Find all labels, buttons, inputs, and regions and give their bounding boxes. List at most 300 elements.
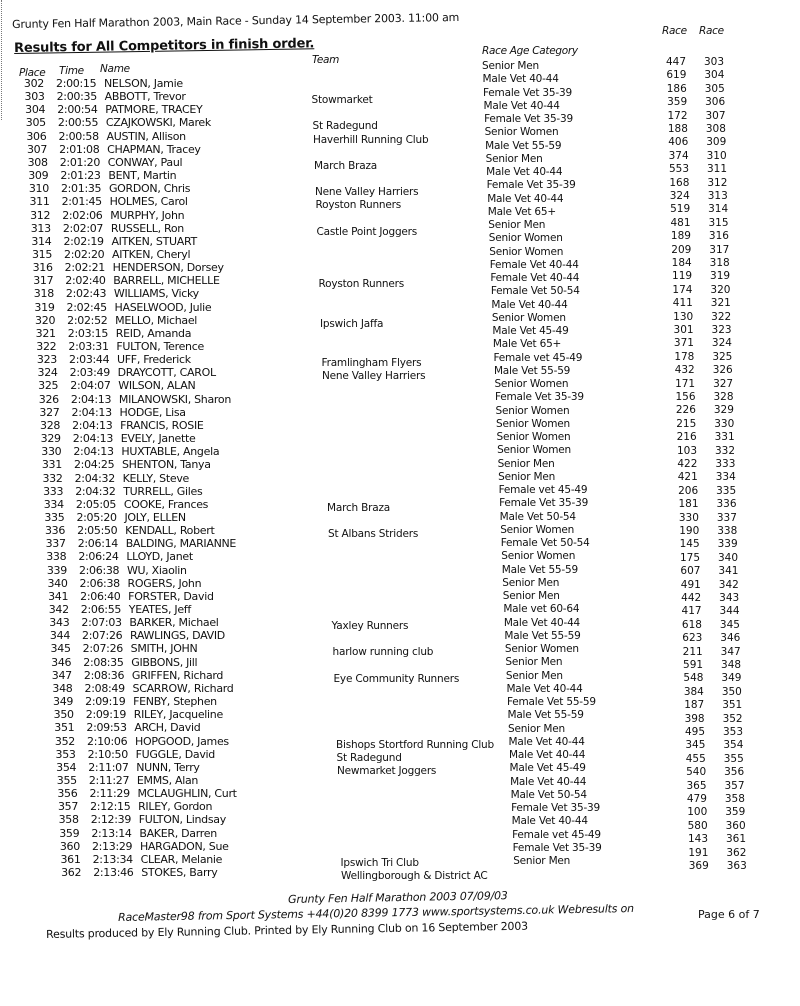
category-cell: Male Vet 55-59 bbox=[507, 709, 584, 722]
place-cell: 315 bbox=[31, 247, 53, 261]
place-cell: 322 bbox=[36, 340, 57, 353]
race-number-cell: 190 bbox=[679, 525, 700, 537]
race-position-cell: 362 bbox=[726, 846, 747, 859]
race-position-cell: 318 bbox=[709, 257, 730, 269]
name-cell: FUGGLE, David bbox=[135, 747, 215, 761]
place-cell: 332 bbox=[42, 471, 63, 485]
race-number-cell: 206 bbox=[678, 484, 699, 497]
category-cell: Senior Women bbox=[489, 245, 564, 258]
race-number-cell: 591 bbox=[683, 659, 704, 671]
race-position-cell: 357 bbox=[724, 779, 745, 792]
name-cell: KENDALL, Robert bbox=[125, 524, 215, 538]
race-number-cell: 143 bbox=[687, 833, 709, 846]
name-cell: BARKER, Michael bbox=[129, 616, 219, 630]
place-cell: 340 bbox=[47, 576, 68, 590]
time-cell: 2:11:27 bbox=[88, 773, 130, 787]
race-position-cell: 338 bbox=[717, 525, 738, 537]
time-cell: 2:02:06 bbox=[62, 208, 103, 222]
name-cell: AUSTIN, Allison bbox=[106, 129, 186, 143]
time-cell: 2:06:14 bbox=[77, 537, 118, 551]
name-cell: COOKE, Frances bbox=[123, 497, 209, 511]
race-position-cell: 344 bbox=[719, 605, 740, 618]
category-cell: Female Vet 50-54 bbox=[490, 285, 580, 298]
race-position-cell: 331 bbox=[714, 431, 735, 444]
race-number-cell: 119 bbox=[672, 270, 693, 283]
race-number-cell: 479 bbox=[686, 793, 707, 805]
name-cell: HENDERSON, Dorsey bbox=[112, 261, 224, 275]
race-number-cell: 191 bbox=[688, 846, 709, 859]
time-cell: 2:05:05 bbox=[75, 497, 117, 511]
name-cell: FRANCIS, ROSIE bbox=[120, 418, 204, 432]
time-cell: 2:02:19 bbox=[63, 234, 104, 248]
place-cell: 312 bbox=[30, 208, 51, 222]
race-number-cell: 384 bbox=[683, 685, 704, 698]
name-cell: RUSSELL, Ron bbox=[110, 221, 184, 235]
race-position-cell: 349 bbox=[721, 672, 742, 685]
race-number-cell: 301 bbox=[673, 324, 694, 336]
team-cell: Bishops Stortford Running Club bbox=[336, 738, 494, 751]
name-cell: FULTON, Lindsay bbox=[138, 813, 226, 827]
place-cell: 355 bbox=[56, 773, 77, 787]
category-cell: Male Vet 50-54 bbox=[510, 788, 587, 801]
category-cell: Male Vet 65+ bbox=[487, 205, 556, 218]
category-cell: Senior Men bbox=[508, 722, 565, 735]
place-cell: 331 bbox=[41, 458, 62, 472]
name-cell: BARRELL, MICHELLE bbox=[113, 274, 220, 288]
race-number-cell: 371 bbox=[673, 337, 694, 350]
place-cell: 307 bbox=[26, 142, 48, 156]
place-cell: 341 bbox=[48, 589, 69, 603]
category-cell: Senior Women bbox=[495, 404, 570, 417]
category-cell: Senior Men bbox=[505, 656, 563, 669]
race-number-cell: 172 bbox=[667, 109, 688, 122]
time-cell: 2:08:49 bbox=[84, 681, 125, 695]
race-position-cell: 321 bbox=[710, 297, 731, 310]
race-position-cell: 342 bbox=[718, 578, 739, 591]
name-cell: UFF, Frederick bbox=[117, 353, 191, 367]
time-cell: 2:09:53 bbox=[86, 721, 127, 735]
race-number-cell: 171 bbox=[675, 377, 696, 390]
team-cell: Royston Runners bbox=[315, 199, 402, 212]
time-cell: 2:06:38 bbox=[79, 576, 120, 590]
race-number-cell: 100 bbox=[687, 806, 708, 819]
time-cell: 2:01:20 bbox=[59, 155, 101, 169]
race-number-cell: 186 bbox=[666, 82, 687, 95]
place-cell: 343 bbox=[49, 616, 70, 630]
race-number-cell: 324 bbox=[669, 190, 690, 202]
time-cell: 2:04:13 bbox=[70, 392, 112, 406]
race-number-cell: 417 bbox=[681, 605, 702, 618]
name-cell: BAKER, Darren bbox=[139, 826, 217, 840]
time-cell: 2:03:44 bbox=[69, 353, 110, 367]
race-number-cell: 619 bbox=[666, 69, 687, 82]
name-cell: NUNN, Terry bbox=[136, 760, 200, 774]
name-cell: STOKES, Barry bbox=[141, 866, 218, 879]
category-cell: Female Vet 40-44 bbox=[489, 258, 579, 271]
race-position-cell: 303 bbox=[703, 56, 724, 68]
place-cell: 321 bbox=[35, 326, 56, 340]
category-cell: Male Vet 40-44 bbox=[483, 99, 560, 112]
category-cell: Female Vet 50-54 bbox=[500, 537, 590, 549]
race-number-cell: 442 bbox=[681, 592, 702, 604]
time-cell: 2:04:13 bbox=[72, 432, 114, 446]
team-cell: harlow running club bbox=[332, 646, 434, 659]
time-cell: 2:08:35 bbox=[83, 655, 124, 669]
name-cell: NELSON, Jamie bbox=[104, 77, 183, 90]
time-cell: 2:13:46 bbox=[93, 866, 134, 879]
race-number-cell: 491 bbox=[680, 578, 701, 591]
column-header-place: Place bbox=[19, 67, 46, 79]
column-header-category: Race Age Category bbox=[482, 45, 578, 57]
time-cell: 2:06:40 bbox=[80, 589, 121, 603]
category-cell: Male Vet 45-49 bbox=[509, 762, 586, 775]
name-cell: PATMORE, TRACEY bbox=[105, 103, 203, 117]
race-number-cell: 103 bbox=[676, 444, 698, 457]
name-cell: MELLO, Michael bbox=[115, 313, 198, 327]
time-cell: 2:00:15 bbox=[56, 77, 97, 90]
team-cell: Eye Community Runners bbox=[333, 672, 460, 685]
category-cell: Male Vet 40-44 bbox=[508, 735, 585, 748]
name-cell: FENBY, Stephen bbox=[133, 695, 217, 709]
race-position-cell: 313 bbox=[707, 190, 728, 202]
race-position-cell: 337 bbox=[716, 511, 737, 524]
time-cell: 2:00:54 bbox=[57, 103, 98, 117]
time-cell: 2:09:19 bbox=[85, 695, 126, 709]
race-position-cell: 334 bbox=[715, 471, 736, 484]
place-cell: 328 bbox=[40, 418, 61, 432]
race-number-cell: 447 bbox=[665, 56, 686, 68]
name-cell: JOLY, ELLEN bbox=[124, 510, 186, 524]
category-cell: Male Vet 55-59 bbox=[504, 629, 581, 642]
place-cell: 327 bbox=[39, 405, 60, 419]
race-position-cell: 327 bbox=[713, 377, 734, 390]
race-number-cell: 215 bbox=[676, 417, 697, 430]
race-number-cell: 209 bbox=[671, 243, 692, 256]
name-cell: HARGADON, Sue bbox=[139, 839, 229, 853]
category-cell: Male Vet 40-44 bbox=[506, 682, 583, 695]
footer-race-line: Grunty Fen Half Marathon 2003 07/09/03 bbox=[288, 889, 508, 906]
team-cell: Yaxley Runners bbox=[331, 620, 409, 633]
race-position-cell: 314 bbox=[708, 203, 729, 216]
race-number-cell: 184 bbox=[671, 257, 692, 269]
name-cell: LLOYD, Janet bbox=[126, 550, 193, 564]
place-cell: 333 bbox=[43, 484, 64, 498]
category-cell: Female vet 45-49 bbox=[493, 351, 583, 364]
place-cell: 313 bbox=[30, 221, 51, 235]
category-cell: Male Vet 55-59 bbox=[485, 139, 562, 152]
race-number-cell: 178 bbox=[674, 350, 695, 363]
scan-edge-marks bbox=[1, 0, 4, 120]
race-number-cell: 174 bbox=[672, 283, 693, 296]
race-number-cell: 189 bbox=[670, 230, 691, 243]
time-cell: 2:02:45 bbox=[66, 300, 107, 314]
place-cell: 335 bbox=[44, 510, 65, 524]
category-cell: Senior Women bbox=[488, 232, 563, 245]
category-cell: Female vet 45-49 bbox=[512, 828, 601, 841]
time-cell: 2:02:52 bbox=[67, 313, 108, 327]
race-number-cell: 365 bbox=[686, 779, 707, 792]
race-position-cell: 320 bbox=[710, 283, 731, 296]
race-position-cell: 355 bbox=[723, 752, 744, 765]
name-cell: HODGE, Lisa bbox=[119, 405, 186, 419]
race-position-cell: 326 bbox=[712, 364, 733, 377]
category-cell: Male Vet 40-44 bbox=[510, 775, 587, 788]
place-cell: 320 bbox=[35, 313, 56, 327]
team-cell: Stowmarket bbox=[311, 94, 373, 107]
place-cell: 326 bbox=[38, 392, 59, 406]
category-cell: Male Vet 45-49 bbox=[492, 325, 569, 337]
name-cell: GRIFFEN, Richard bbox=[131, 668, 224, 682]
race-position-cell: 309 bbox=[706, 136, 727, 149]
race-position-cell: 363 bbox=[726, 860, 747, 872]
time-cell: 2:00:58 bbox=[58, 129, 99, 143]
category-cell: Senior Women bbox=[496, 417, 570, 430]
place-cell: 324 bbox=[37, 366, 58, 380]
race-number-cell: 618 bbox=[681, 618, 702, 631]
race-position-cell: 322 bbox=[711, 310, 732, 323]
place-cell: 323 bbox=[36, 353, 58, 367]
name-cell: RILEY, Gordon bbox=[138, 800, 213, 814]
place-cell: 330 bbox=[41, 445, 62, 459]
place-cell: 356 bbox=[57, 787, 78, 801]
race-number-cell: 540 bbox=[686, 766, 707, 779]
race-number-cell: 411 bbox=[672, 297, 693, 310]
name-cell: RILEY, Jacqueline bbox=[133, 708, 223, 722]
race-position-cell: 345 bbox=[719, 618, 740, 631]
time-cell: 2:13:14 bbox=[91, 826, 132, 840]
place-cell: 319 bbox=[34, 300, 55, 314]
time-cell: 2:07:26 bbox=[82, 642, 123, 656]
time-cell: 2:02:07 bbox=[62, 221, 104, 235]
race-position-cell: 330 bbox=[714, 417, 735, 430]
race-position-cell: 323 bbox=[711, 324, 732, 336]
category-cell: Senior Men bbox=[505, 669, 563, 682]
time-cell: 2:02:40 bbox=[65, 274, 106, 288]
time-cell: 2:01:08 bbox=[59, 142, 100, 156]
name-cell: YEATES, Jeff bbox=[128, 603, 191, 616]
race-number-cell: 481 bbox=[670, 216, 691, 229]
team-cell: Nene Valley Harriers bbox=[315, 186, 419, 199]
race-number-cell: 374 bbox=[668, 149, 689, 162]
category-cell: Senior Women bbox=[500, 523, 575, 536]
category-cell: Senior Men bbox=[498, 470, 556, 483]
category-cell: Female Vet 35-39 bbox=[499, 497, 589, 510]
time-cell: 2:03:49 bbox=[69, 366, 110, 380]
race-number-cell: 421 bbox=[677, 471, 698, 484]
race-position-cell: 354 bbox=[723, 739, 744, 752]
time-cell: 2:00:35 bbox=[56, 90, 97, 104]
category-cell: Senior Men bbox=[502, 576, 560, 589]
time-cell: 2:03:31 bbox=[68, 340, 109, 353]
place-cell: 302 bbox=[23, 77, 44, 90]
place-cell: 352 bbox=[54, 734, 75, 748]
name-cell: BENT, Martin bbox=[108, 169, 177, 183]
race-number-cell: 495 bbox=[684, 726, 705, 738]
time-cell: 2:06:55 bbox=[80, 603, 122, 616]
place-cell: 325 bbox=[38, 379, 59, 393]
name-cell: WILLIAMS, Vicky bbox=[113, 287, 199, 301]
time-cell: 2:03:15 bbox=[67, 326, 109, 340]
category-cell: Senior Men bbox=[513, 855, 571, 867]
name-cell: FULTON, Terence bbox=[116, 340, 204, 353]
name-cell: SHENTON, Tanya bbox=[121, 458, 211, 472]
time-cell: 2:06:38 bbox=[78, 563, 120, 577]
name-cell: WILSON, ALAN bbox=[118, 379, 196, 393]
name-cell: MURPHY, John bbox=[110, 208, 185, 222]
time-cell: 2:02:43 bbox=[65, 287, 107, 301]
time-cell: 2:01:35 bbox=[60, 182, 102, 196]
race-position-cell: 333 bbox=[715, 458, 736, 470]
race-number-cell: 455 bbox=[685, 752, 706, 765]
race-position-cell: 346 bbox=[720, 632, 741, 645]
name-cell: ABBOTT, Trevor bbox=[104, 90, 186, 104]
category-cell: Male Vet 40-44 bbox=[486, 166, 563, 178]
name-cell: MCLAUGHLIN, Curt bbox=[137, 787, 237, 801]
race-number-cell: 187 bbox=[684, 699, 705, 712]
name-cell: ARCH, David bbox=[134, 721, 201, 735]
name-cell: GORDON, Chris bbox=[108, 182, 191, 196]
race-position-cell: 339 bbox=[717, 538, 738, 551]
race-position-cell: 350 bbox=[721, 685, 742, 698]
race-position-cell: 312 bbox=[707, 176, 728, 189]
category-cell: Female Vet 35-39 bbox=[484, 113, 573, 125]
place-cell: 311 bbox=[29, 195, 50, 209]
place-cell: 351 bbox=[54, 721, 75, 735]
category-cell: Male Vet 50-54 bbox=[499, 510, 576, 523]
race-number-cell: 369 bbox=[688, 860, 709, 872]
place-cell: 347 bbox=[51, 668, 72, 682]
category-cell: Senior Men bbox=[497, 457, 555, 470]
time-cell: 2:11:07 bbox=[88, 760, 129, 774]
time-cell: 2:13:29 bbox=[91, 839, 133, 853]
race-number-cell: 548 bbox=[683, 672, 704, 685]
place-cell: 362 bbox=[61, 866, 82, 879]
race-position-cell: 348 bbox=[721, 659, 742, 671]
race-position-cell: 319 bbox=[710, 270, 731, 283]
category-cell: Male Vet 40-44 bbox=[509, 749, 586, 761]
place-cell: 345 bbox=[50, 642, 71, 656]
place-cell: 334 bbox=[43, 497, 64, 511]
name-cell: KELLY, Steve bbox=[122, 471, 190, 485]
team-cell: Ipswich Jaffa bbox=[320, 317, 384, 330]
team-cell: March Braza bbox=[327, 501, 391, 514]
place-cell: 306 bbox=[26, 129, 47, 143]
place-cell: 316 bbox=[32, 261, 53, 275]
race-number-cell: 623 bbox=[682, 632, 703, 645]
place-cell: 337 bbox=[45, 537, 66, 551]
race-position-cell: 347 bbox=[720, 645, 741, 658]
place-cell: 357 bbox=[57, 800, 79, 814]
race-number-cell: 580 bbox=[687, 819, 708, 832]
category-cell: Senior Men bbox=[485, 152, 543, 165]
team-cell: Wellingborough & District AC bbox=[341, 870, 488, 882]
place-cell: 361 bbox=[60, 852, 81, 866]
race-number-cell: 553 bbox=[668, 163, 690, 176]
time-cell: 2:07:03 bbox=[81, 616, 122, 630]
race-number-cell: 156 bbox=[675, 391, 696, 403]
category-cell: Female Vet 35-39 bbox=[486, 179, 576, 192]
name-cell: CLEAR, Melanie bbox=[140, 852, 223, 866]
time-cell: 2:11:29 bbox=[89, 787, 130, 801]
name-cell: CZAJKOWSKI, Marek bbox=[105, 116, 211, 130]
race-position-cell: 311 bbox=[706, 163, 728, 176]
race-position-cell: 329 bbox=[713, 404, 734, 417]
time-cell: 2:04:13 bbox=[71, 405, 112, 419]
team-cell: St Albans Striders bbox=[328, 528, 419, 541]
place-cell: 308 bbox=[27, 155, 48, 169]
footer-produced-line: Results produced by Ely Running Club. Printed by Ely Running Club on 16 September 2003 bbox=[46, 919, 528, 941]
time-cell: 2:05:20 bbox=[76, 510, 117, 524]
race-number-cell: 226 bbox=[675, 404, 696, 417]
name-cell: FORSTER, David bbox=[128, 589, 214, 603]
name-cell: AITKEN, Cheryl bbox=[112, 247, 191, 261]
race-position-cell: 305 bbox=[704, 82, 725, 95]
category-cell: Senior Women bbox=[496, 431, 571, 443]
race-number-cell: 359 bbox=[667, 96, 688, 109]
name-cell: REID, Amanda bbox=[115, 326, 192, 340]
name-cell: SCARROW, Richard bbox=[132, 681, 234, 695]
race-number-cell: 130 bbox=[673, 310, 694, 323]
time-cell: 2:04:13 bbox=[72, 418, 113, 432]
place-cell: 342 bbox=[48, 603, 69, 616]
time-cell: 2:07:26 bbox=[82, 629, 123, 643]
time-cell: 2:10:06 bbox=[87, 734, 128, 748]
race-position-cell: 304 bbox=[704, 69, 725, 82]
race-position-cell: 316 bbox=[708, 230, 729, 243]
time-cell: 2:04:32 bbox=[75, 484, 116, 498]
name-cell: DRAYCOTT, CAROL bbox=[117, 366, 216, 380]
place-cell: 309 bbox=[28, 169, 49, 183]
place-cell: 336 bbox=[44, 524, 66, 538]
category-cell: Female vet 45-49 bbox=[498, 484, 588, 496]
race-number-cell: 422 bbox=[677, 458, 698, 470]
category-cell: Male Vet 40-44 bbox=[491, 298, 568, 311]
place-cell: 350 bbox=[53, 708, 74, 722]
race-number-cell: 406 bbox=[668, 136, 689, 149]
category-cell: Female Vet 35-39 bbox=[512, 841, 602, 854]
category-cell: Senior Men bbox=[488, 219, 546, 231]
column-header-race-2: Race bbox=[699, 25, 724, 37]
footer-software-line: RaceMaster98 from Sport Systems +44(0)20 8399 1773 www.sportsystems.co.uk Webresults on bbox=[118, 901, 634, 924]
place-cell: 318 bbox=[33, 287, 54, 301]
category-cell: Senior Women bbox=[501, 550, 576, 563]
time-cell: 2:01:45 bbox=[61, 195, 102, 209]
name-cell: CHAPMAN, Tracey bbox=[107, 142, 201, 156]
race-position-cell: 360 bbox=[725, 819, 746, 832]
team-cell: Ipswich Tri Club bbox=[340, 856, 419, 869]
race-number-cell: 519 bbox=[670, 203, 691, 216]
race-position-cell: 310 bbox=[706, 149, 727, 162]
time-cell: 2:02:21 bbox=[64, 261, 105, 275]
time-cell: 2:09:19 bbox=[85, 708, 127, 722]
team-cell: Framlingham Flyers bbox=[321, 357, 422, 370]
team-cell: Royston Runners bbox=[318, 278, 405, 291]
time-cell: 2:04:07 bbox=[70, 379, 111, 393]
category-cell: Male Vet 55-59 bbox=[493, 364, 571, 377]
race-number-cell: 330 bbox=[678, 511, 699, 524]
place-cell: 349 bbox=[53, 695, 74, 709]
column-header-time: Time bbox=[59, 65, 84, 77]
race-position-cell: 358 bbox=[724, 793, 745, 805]
name-cell: EVELY, Janette bbox=[120, 432, 196, 446]
time-cell: 2:00:55 bbox=[57, 116, 99, 130]
race-position-cell: 307 bbox=[705, 109, 726, 122]
name-cell: RAWLINGS, DAVID bbox=[130, 629, 225, 643]
race-position-cell: 306 bbox=[705, 96, 726, 109]
race-number-cell: 145 bbox=[679, 538, 700, 551]
race-number-cell: 211 bbox=[682, 645, 703, 658]
place-cell: 329 bbox=[40, 432, 61, 446]
